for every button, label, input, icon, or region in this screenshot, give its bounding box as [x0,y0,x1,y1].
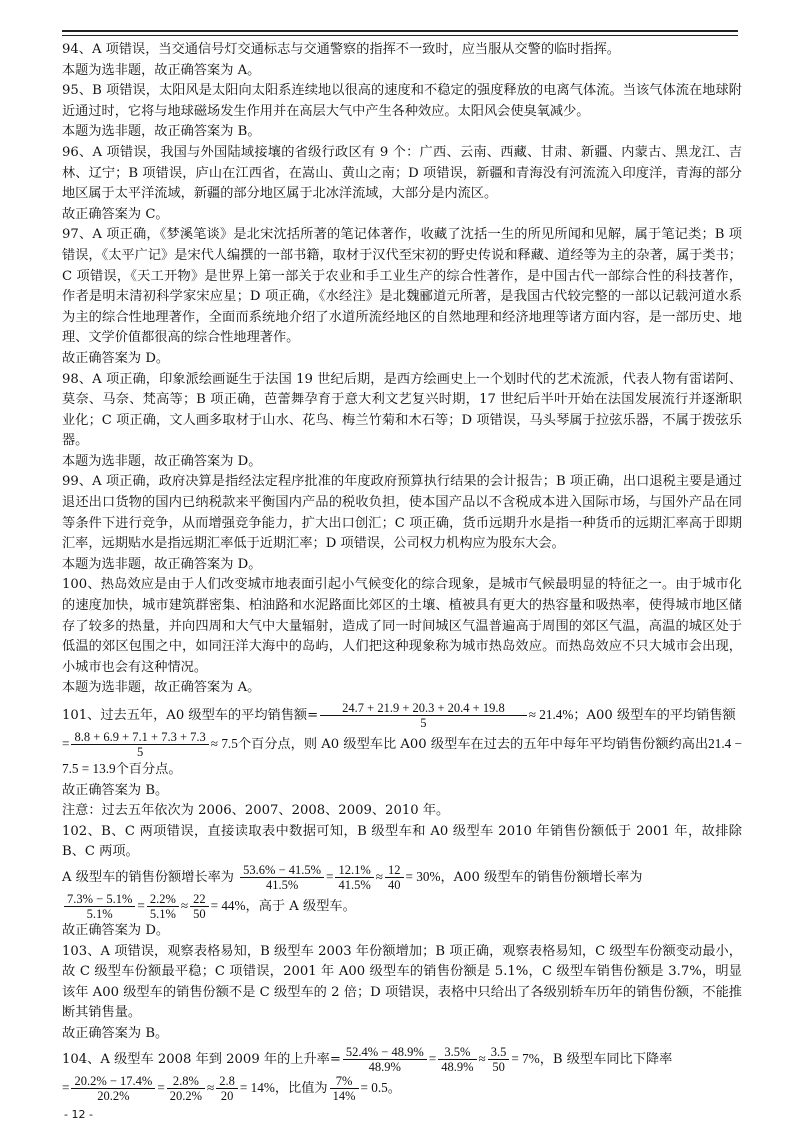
q104-result3: = 0.5 [360,1079,388,1095]
q102-eq1: = [326,868,334,884]
q101-explanation [62,701,742,781]
page-number: - 12 - [64,1108,93,1121]
q104-eqsign: = [62,1079,70,1095]
q104-frac-b2: $\frac{2.8\%}{20.2\%}$ [167,1074,205,1103]
q97-answer: 故正确答案为 D。 [62,350,170,366]
q102-answer: 故正确答案为 D。 [62,922,170,938]
q102-frac-a2: $\frac{12.1\%}{41.5\%}$ [335,863,373,892]
q102-lead: A 级型车的销售份额增长率为 [62,869,234,885]
q104-mid: ，B 级型车同比下降率 [539,1051,673,1067]
q97-explanation: 97、A 项正确，《梦溪笔谈》是北宋沈括所著的笔记体著作，收藏了沈括一生的所见所闻和见解，属于笔记类；B 项错误，《太平广记》是宋代人编撰的一部书籍，取材于汉代至宋初的野史传说和释藏、道经等为主的杂著，属于类书；C 项错误，《天工开物》是世界上第一部关于农业和手工业生产的综合性著作，是中国古代一部综合性的科技著作，作者是明末清初科学家宋应星；D 项正确，《水经注》是北魏郦道元所著，是我国古代较完整的一部以记载河道水系为主的综合性地理著作，全面而系统地介绍了水道所流经地区的自然地理和经济地理等诸方面内容，是一部历史、地理、文学价值都很高的综合性地理著作。 [62,227,742,346]
q102-frac-a1: $\frac{53.6\% - 41.5\%}{41.5\%}$ [240,863,324,892]
q104-end: 。 [387,1080,401,1096]
q101-mid: ；A00 级型车的平均销售额 [573,708,736,723]
q101-eqsign: = [62,736,70,751]
q104-frac-a3: $\frac{3.5}{50}$ [488,1045,510,1074]
q104-lead: 104、A 级型车 2008 年到 2009 年的上升率= [62,1051,341,1067]
q101-fraction-a0: $\frac{24.7 + 21.9 + 20.3 + 20.4 + 19.8}{5}$ [320,701,527,730]
q99-explanation: 99、A 项正确，政府决算是指经法定程序批准的年度政府预算执行结果的会计报告；B 项正确，出口退税主要是通过退还出口货物的国内已纳税款来平衡国内产品的税收负担，使本国产品以不含税成本进入国际市场，与国外产品在同等条件下进行竞争，从而增强竞争能力，扩大出口创汇；C 项正确，货币远期升水是指一种货币的远期汇率高于即期汇率，远期贴水是指远期汇率低于近期汇率；D 项错误，公司权力机构应为股东大会。 [62,474,742,552]
q100-answer: 本题为选非题，故正确答案为 A。 [62,680,261,696]
q102-tail: ，高于 A 级型车。 [245,898,356,914]
q99-answer: 本题为选非题，故正确答案为 D。 [62,556,262,572]
q103-explanation: 103、A 项错误，观察表格易知，B 级型车 2003 年份额增加；B 项正确，观察表格易知，C 级型车份额变动最小，故 C 级型车份额最平稳；C 项错误，2001 年 A00 级型车的销售份额是 5.1%，C 级型车销售份额是 3.7%，明显该年 A00 级型车的销售份额不是 C 级型车的 2 倍；D 项错误，表格中只给出了各级别轿车历年的销售份额，不能推断其销售量。 [62,943,742,1021]
q104-approx2: ≈ [207,1079,215,1095]
q104-frac-a2: $\frac{3.5\%}{48.9\%}$ [438,1045,476,1074]
q104-eq2: = [157,1079,165,1095]
header-rule-thin [62,35,738,36]
q101-answer: 故正确答案为 B。 [62,782,169,798]
q104-ratio-lead: ，比值为 [274,1080,328,1096]
q102-approx1: ≈ [375,868,384,884]
header-rule-thick [62,30,738,32]
q100-explanation: 100、热岛效应是由于人们改变城市地表面引起小气候变化的综合现象，是城市气候最明显的特征之一。由于城市化的速度加快，城市建筑群密集、柏油路和水泥路面比郊区的土壤、植被具有更大的热容量和吸热率，使得城市地区储存了较多的热量，并向四周和大气中大量辐射，造成了同一时间城区气温普遍高于周围的郊区气温，高温的城区处于低温的郊区包围之中，如同汪洋大海中的岛屿，人们把这种现象称为城市热岛效应。而热岛效应不只大城市会出现，小城市也会有这种情况。 [62,577,742,675]
q94-explanation: 94、A 项错误，当交通信号灯交通标志与交通警察的指挥不一致时，应当服从交警的临时指挥。 [62,42,620,57]
q102-result1: = 30% [405,868,441,884]
q104-result2: = 14% [239,1079,275,1095]
q102-result2: = 44% [210,897,246,913]
q104-frac-ratio: $\frac{7\%}{14\%}$ [330,1074,359,1103]
q101-note: 注意：过去五年依次为 2006、2007、2008、2009、2010 年。 [62,803,450,819]
q101-tail: 个百分点，则 A0 级型车比 A00 级型车在过去的五年中每年平均销售份额约高出 [237,737,709,752]
q96-answer: 故正确答案为 C。 [62,206,169,222]
q104-calc [62,1045,742,1103]
q98-answer: 本题为选非题，故正确答案为 D。 [62,453,262,469]
q101-lead: 101、过去五年，A0 级型车的平均销售额= [62,708,319,723]
q96-explanation: 96、A 项错误，我国与外国陆域接壤的省级行政区有 9 个：广西、云南、西藏、甘肃、新疆、内蒙古、黑龙江、吉林、辽宁；B 项错误，庐山在江西省，在嵩山、黄山之南；D 项错误，新疆和青海没有河流流入印度洋，青海的部分地区属于太平洋流域，新疆的部分地区属于北冰洋流域，大部分是内流区。 [62,144,742,202]
q102-frac-b1: $\frac{7.3\% - 5.1\%}{5.1\%}$ [64,892,135,921]
q95-answer: 本题为选非题，故正确答案为 B。 [62,124,261,140]
q102-frac-b3: $\frac{22}{50}$ [190,892,209,921]
q101-calc: 21.4 − 7.5 = 13.9 [62,736,742,776]
q102-mid: ，A00 级型车的销售份额增长率为 [440,869,643,885]
q104-result1: = 7% [511,1050,540,1066]
q104-eq1: = [428,1050,437,1066]
q102-line1: 102、B、C 两项错误，直接读取表中数据可知，B 级型车和 A0 级型车 2010 年销售份额低于 2001 年，故排除 B、C 两项。 [62,823,742,860]
q104-approx1: ≈ [478,1050,486,1066]
q104-frac-a1: $\frac{52.4\% - 48.9\%}{48.9\%}$ [343,1045,427,1074]
q103-answer: 故正确答案为 B。 [62,1025,169,1041]
q104-frac-b1: $\frac{20.2\% - 17.4\%}{20.2\%}$ [71,1074,155,1103]
q94-answer: 本题为选非题，故正确答案为 A。 [62,62,261,78]
document-body [62,40,742,1103]
q104-frac-b3: $\frac{2.8}{20}$ [216,1074,238,1103]
q102-eq2: = [137,897,145,913]
q101-approx-a0: ≈ 21.4% [528,707,574,722]
q98-explanation: 98、A 项正确，印象派绘画诞生于法国 19 世纪后期，是西方绘画史上一个划时代的艺术流派，代表人物有雷诺阿、莫奈、马奈、梵高等；B 项正确，芭蕾舞孕育于意大利文艺复兴时期，17 世纪后半叶开始在法国发展流行并逐渐职业化；C 项正确，文人画多取材于山水、花鸟、梅兰竹菊和木石等；D 项错误，马头琴属于拉弦乐器，不属于拨弦乐器。 [62,371,742,449]
q101-fraction-a00: $\frac{8.8 + 6.9 + 7.1 + 7.3 + 7.3}{5}$ [71,730,208,759]
q102-frac-a3: $\frac{12}{40}$ [385,863,404,892]
q95-explanation: 95、B 项错误，太阳风是太阳向太阳系连续地以很高的速度和不稳定的强度释放的电离气体流。当该气体流在地球附近通过时，它将与地球磁场发生作用并在高层大气中产生各种效应。太阳风会使臭氧减少。 [62,83,742,119]
q102-calc [62,863,742,921]
q102-approx2: ≈ [180,897,189,913]
q102-frac-b2: $\frac{2.2\%}{5.1\%}$ [147,892,179,921]
q101-approx-a00: ≈ 7.5 [210,736,238,751]
q101-unit: 个百分点。 [115,762,182,777]
